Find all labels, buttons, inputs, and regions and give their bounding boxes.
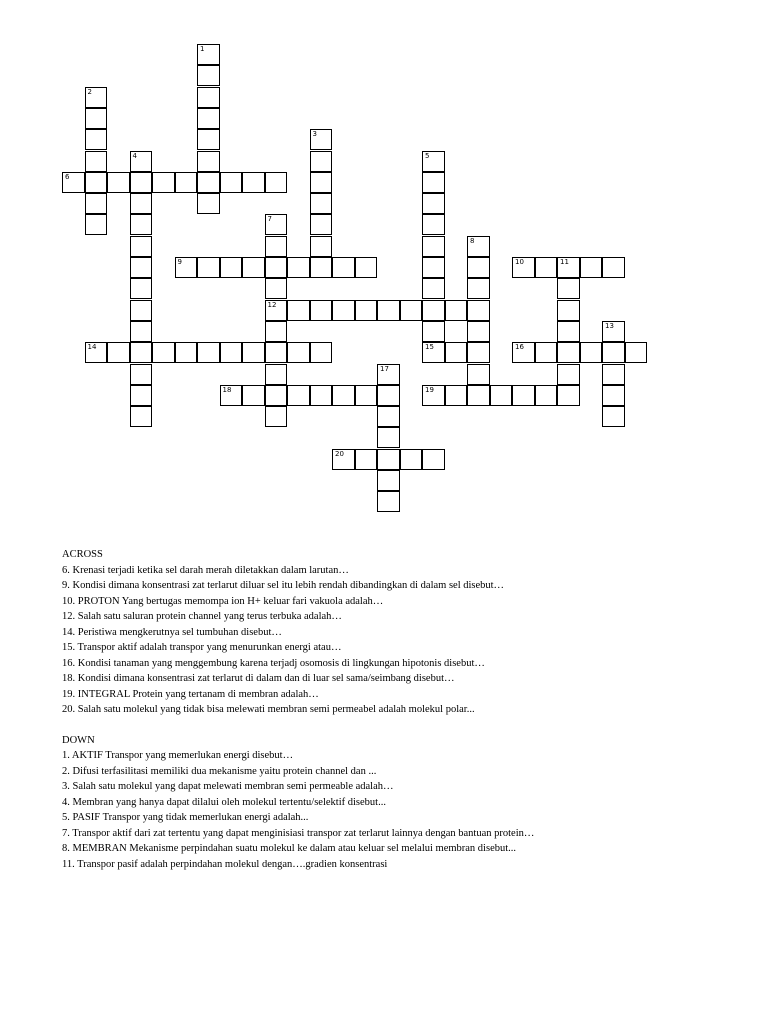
clue-number: 2 [87,87,92,96]
clue-number: 11 [560,258,569,266]
grid-cell[interactable] [310,236,333,257]
grid-cell[interactable] [310,385,333,406]
grid-cell[interactable] [602,364,625,385]
grid-cell[interactable] [467,342,490,363]
grid-cell-5[interactable] [422,151,445,172]
across-clue-list [62,563,752,718]
grid-cell[interactable] [265,406,288,427]
grid-cell[interactable] [467,385,490,406]
grid-cell[interactable] [535,257,558,278]
grid-cell-13[interactable] [602,321,625,342]
grid-cell[interactable] [107,342,130,363]
grid-cell[interactable] [355,385,378,406]
grid-cell[interactable] [557,342,580,363]
clue-number: 14 [87,343,97,352]
grid-cell[interactable] [355,300,378,321]
grid-cell[interactable] [377,449,400,470]
grid-cell[interactable] [310,342,333,363]
grid-cell[interactable] [557,364,580,385]
grid-cell[interactable] [422,449,445,470]
clue-number: 7 [267,215,272,224]
grid-cell[interactable] [332,257,355,278]
grid-cell[interactable] [107,172,130,193]
grid-cell[interactable] [265,342,288,363]
grid-cell[interactable] [557,321,580,342]
grid-cell[interactable] [85,172,108,193]
grid-cell[interactable] [580,342,603,363]
grid-cell[interactable] [602,385,625,406]
clue-across-10: 10. PROTON Yang bertugas memompa ion H+ keluar fari vakuola adalah… [62,595,384,607]
grid-cell[interactable] [422,321,445,342]
grid-cell[interactable] [242,172,265,193]
clue-across-6: 6. Krenasi terjadi ketika sel darah merah diletakkan dalam larutan… [62,564,349,576]
clue-down-11: 11. Transpor pasif adalah perpindahan molekul dengan….gradien konsentrasi [62,858,388,870]
grid-cell-3[interactable] [310,129,333,150]
clue-number: 12 [267,300,277,309]
clue-across-19: 19. INTEGRAL Protein yang tertanam di membran adalah… [62,688,319,700]
grid-cell[interactable] [220,172,243,193]
clue-across-14: 14. Peristiwa mengkerutnya sel tumbuhan disebut… [62,626,282,638]
grid-cell[interactable] [220,257,243,278]
grid-cell[interactable] [400,449,423,470]
grid-cell[interactable] [467,300,490,321]
grid-cell[interactable] [535,342,558,363]
clue-number: 20 [335,449,344,458]
down-clues [62,733,752,873]
grid-cell[interactable] [332,385,355,406]
clue-down-4: 4. Membran yang hanya dapat dilalui oleh molekul tertentu/selektif disebut... [62,796,386,808]
grid-cell[interactable] [287,257,310,278]
down-heading: DOWN [62,734,95,746]
clue-number: 10 [515,258,524,266]
grid-cell[interactable] [422,278,445,299]
grid-cell-11[interactable] [557,257,580,278]
grid-cell[interactable] [197,108,220,129]
grid-cell[interactable] [422,300,445,321]
clues-section [62,547,752,872]
grid-cell-6[interactable] [62,172,85,193]
clue-across-15: 15. Transpor aktif adalah transpor yang menurunkan energi atau… [62,642,342,653]
grid-cell[interactable] [265,364,288,385]
clue-number: 18 [222,385,232,394]
clue-number: 5 [425,151,430,160]
grid-cell[interactable] [130,193,153,214]
grid-cell[interactable] [602,342,625,363]
grid-cell[interactable] [490,385,513,406]
clue-number: 4 [132,151,137,160]
grid-cell[interactable] [310,151,333,172]
grid-cell[interactable] [130,342,153,363]
grid-cell[interactable] [377,491,400,512]
clue-number: 8 [470,236,475,245]
grid-cell[interactable] [377,427,400,448]
grid-cell-19[interactable] [422,385,445,406]
grid-cell[interactable] [467,257,490,278]
grid-cell[interactable] [242,385,265,406]
grid-cell[interactable] [152,342,175,363]
grid-cell[interactable] [175,172,198,193]
across-clues [62,547,752,718]
grid-cell[interactable] [310,172,333,193]
grid-cell[interactable] [242,257,265,278]
clue-down-5: 5. PASIF Transpor yang tidak memerlukan energi adalah... [62,812,309,823]
grid-cell-16[interactable] [512,342,535,363]
grid-cell-8[interactable] [467,236,490,257]
grid-cell[interactable] [535,385,558,406]
grid-cell[interactable] [467,321,490,342]
grid-cell[interactable] [445,385,468,406]
clue-down-3: 3. Salah satu molekul yang dapat melewati membran semi permeable adalah… [62,781,394,792]
clue-down-1: 1. AKTIF Transpor yang memerlukan energi disebut… [62,750,294,761]
grid-cell[interactable] [197,172,220,193]
grid-cell-2[interactable] [85,87,108,108]
grid-cell-9[interactable] [175,257,198,278]
grid-cell[interactable] [265,172,288,193]
grid-cell[interactable] [445,300,468,321]
grid-cell-20[interactable] [332,449,355,470]
grid-cell[interactable] [377,385,400,406]
grid-cell[interactable] [377,300,400,321]
grid-cell[interactable] [355,257,378,278]
down-clue-list [62,748,752,872]
grid-cell[interactable] [197,257,220,278]
grid-cell[interactable] [197,87,220,108]
clue-across-12: 12. Salah satu saluran protein channel yang terus terbuka adalah… [62,611,342,622]
grid-cell-14[interactable] [85,342,108,363]
grid-cell[interactable] [130,278,153,299]
grid-cell[interactable] [130,385,153,406]
clue-across-18: 18. Kondisi dimana konsentrasi zat terlarut di dalam dan di luar sel sama/seimbang disebut… [62,673,455,684]
grid-cell[interactable] [332,300,355,321]
grid-cell[interactable] [310,300,333,321]
grid-cell[interactable] [310,214,333,235]
grid-cell-15[interactable] [422,342,445,363]
grid-cell[interactable] [557,278,580,299]
grid-cell[interactable] [422,257,445,278]
clue-number: 3 [312,130,317,139]
grid-cell[interactable] [422,214,445,235]
grid-cell[interactable] [602,257,625,278]
grid-cell[interactable] [85,108,108,129]
grid-cell-4[interactable] [130,151,153,172]
grid-cell-10[interactable] [512,257,535,278]
clue-number: 19 [425,385,434,394]
grid-cell[interactable] [445,342,468,363]
grid-cell[interactable] [175,342,198,363]
grid-cell[interactable] [265,385,288,406]
grid-cell[interactable] [265,236,288,257]
clue-number: 6 [65,172,70,181]
grid-cell[interactable] [310,257,333,278]
clue-across-20: 20. Salah satu molekul yang tidak bisa melewati membran semi permeabel adalah molekul polar... [62,704,475,715]
grid-cell[interactable] [625,342,648,363]
grid-cell[interactable] [242,342,265,363]
grid-cell[interactable] [130,257,153,278]
clue-down-7: 7. Transpor aktif dari zat tertentu yang dapat menginisiasi transpor zat terlarut lainnya dengan bantuan protein… [62,827,535,839]
grid-cell[interactable] [580,257,603,278]
grid-cell[interactable] [422,236,445,257]
grid-cell[interactable] [220,342,243,363]
grid-cell[interactable] [152,172,175,193]
clue-number: 9 [177,258,182,266]
clue-number: 1 [200,45,205,53]
grid-cell[interactable] [197,151,220,172]
grid-cell[interactable] [467,278,490,299]
grid-cell[interactable] [557,300,580,321]
clue-number: 17 [380,364,389,373]
grid-cell[interactable] [377,470,400,491]
grid-cell[interactable] [310,193,333,214]
clue-number: 16 [515,343,524,352]
grid-cell[interactable] [265,257,288,278]
grid-cell[interactable] [557,385,580,406]
grid-cell[interactable] [422,172,445,193]
grid-cell[interactable] [377,406,400,427]
grid-cell[interactable] [197,193,220,214]
grid-cell-18[interactable] [220,385,243,406]
grid-cell[interactable] [355,449,378,470]
grid-cell[interactable] [265,321,288,342]
grid-cell[interactable] [85,214,108,235]
clue-across-16: 16. Kondisi tanaman yang menggembung karena terjadj osomosis di lingkungan hipotonis disebut… [62,657,485,669]
grid-cell[interactable] [130,214,153,235]
clue-across-9: 9. Kondisi dimana konsentrasi zat terlarut diluar sel itu lebih rendah dibandingkan di dalam sel disebut… [62,580,505,591]
grid-cell[interactable] [130,300,153,321]
clue-down-2: 2. Difusi terfasilitasi memiliki dua mekanisme yaitu protein channel dan ... [62,765,377,777]
grid-cell[interactable] [287,342,310,363]
grid-cell[interactable] [422,193,445,214]
grid-cell[interactable] [287,300,310,321]
across-heading: ACROSS [62,549,103,560]
grid-cell[interactable] [85,193,108,214]
grid-cell[interactable] [265,278,288,299]
grid-cell-1[interactable] [197,44,220,65]
grid-cell[interactable] [512,385,535,406]
grid-cell[interactable] [287,385,310,406]
grid-cell-17[interactable] [377,364,400,385]
grid-cell[interactable] [85,129,108,150]
grid-cell[interactable] [130,364,153,385]
grid-cell[interactable] [197,342,220,363]
grid-cell[interactable] [197,129,220,150]
grid-cell[interactable] [130,406,153,427]
clue-number: 15 [425,343,434,352]
grid-cell[interactable] [400,300,423,321]
grid-cell[interactable] [130,236,153,257]
grid-cell[interactable] [130,321,153,342]
grid-cell-7[interactable] [265,214,288,235]
clue-down-8: 8. MEMBRAN Mekanisme perpindahan suatu molekul ke dalam atau keluar sel melalui membran disebut... [62,843,517,854]
grid-cell[interactable] [85,151,108,172]
grid-cell[interactable] [467,364,490,385]
grid-cell[interactable] [602,406,625,427]
grid-cell[interactable] [130,172,153,193]
clue-number: 13 [605,321,614,330]
grid-cell-12[interactable] [265,300,288,321]
grid-cell[interactable] [197,65,220,86]
